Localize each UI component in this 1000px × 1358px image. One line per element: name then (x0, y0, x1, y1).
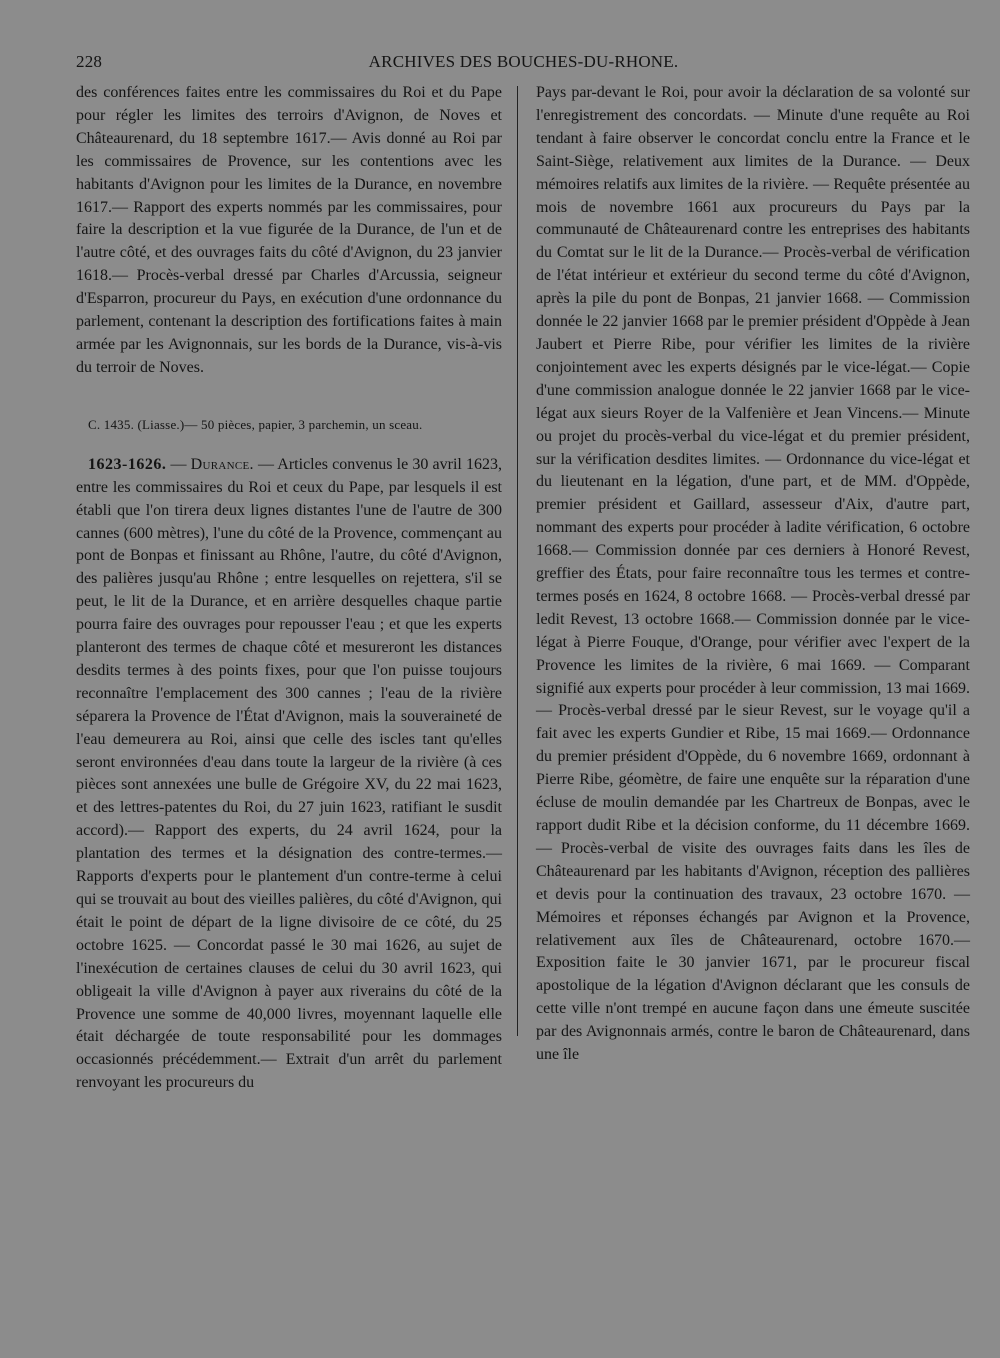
right-column-paragraph: Pays par-devant le Roi, pour avoir la déclaration de sa volonté sur l'enregistrement des concordats. — Minute d'une requête au Roi tendant à faire observer le concordat conclu entre la France et le Saint-Siège, relativement aux limites de la Durance. — Deux mémoires relatifs aux limites de la rivière. — Requête présentée au mois de novembre 1661 aux procureurs du Pays par la communauté de Châteaurenard contre les entreprises des habitants du Comtat sur le lit de la Durance.— Procès-verbal de vérification de l'état intérieur et extérieur du second terme du côté d'Avignon, après la pile du pont de Bonpas, 21 janvier 1668. — Commission donnée le 22 janvier 1668 par le premier président d'Oppède à Jean Jaubert et Pierre Ribe, pour vérifier les limites de la rivière conjointement avec les experts désignés par le vice-légat.— Copie d'une commission analogue donnée le 22 janvier 1668 par le vice-légat aux sieurs Royer de la Valfenière et Jean Vincens.— Minute ou projet du procès-verbal du vice-légat et du premier président, sur la vérification desdites limites. — Ordonnance du vice-légat et du lieutenant en la légation, d'une part, et de MM. d'Oppède, premier président et Gaillard, assesseur d'Aix, d'autre part, nommant des experts pour procéder à ladite vérification, 6 octobre 1668.— Commission donnée par ces derniers à Honoré Revest, greffier des États, pour faire reconnaître tous les termes et contre-termes posés en 1624, 8 octobre 1668. — Procès-verbal dressé par ledit Revest, 13 octobre 1668.— Commission donnée par le vice-légat à Pierre Fouque, d'Orange, pour vérifier avec l'expert de la Provence les limites de la rivière, 6 mai 1669. — Comparant signifié aux experts pour procéder à leur commission, 13 mai 1669. — Procès-verbal dressé par le sieur Revest, sur le voyage qu'il a fait avec les experts Gundier et Ribe, 15 mai 1669.— Ordonnance du premier président d'Oppède, du 6 novembre 1669, ordonnant à Pierre Ribe, géomètre, de faire une enquête sur la réparation d'une écluse de moulin demandée par les Chartreux de Bonpas, avec le rapport dudit Ribe et la décision conforme, du 11 décembre 1669.— Procès-verbal de visite des ouvrages faits dans les îles de Châteaurenard par les habitants d'Avignon, réception des pallières et devis pour la continuation des travaux, 23 octobre 1670. — Mémoires et réponses échangés par Avignon et la Provence, relativement aux îles de Châteaurenard, octobre 1670.— Exposition faite le 30 janvier 1671, par le procureur fiscal apostolique de la légation d'Avignon déclarant que les consuls de cette ville n'ont trempé en aucune façon dans une émeute suscitée par des Avignonnais armés, contre le baron de Châteaurenard, dans une île (536, 84, 970, 1064)
entry-subject: Durance. (190, 455, 254, 473)
column-divider (517, 86, 518, 1036)
entry-dates: 1623-1626. (88, 455, 167, 473)
entry-paragraph: 1623-1626. — Durance. — Articles convenus le 30 avril 1623, entre les commissaires du Roi et ceux du Pape, par lesquels il est établi que l'on tirera deux lignes distantes l'une de l'autre de 300 cannes (600 mètres), l'une du côté de la Provence, commençant au pont de Bonpas et finissant au Rhône, l'autre, du côté d'Avignon, des palières jusqu'au Rhône ; entre lesquelles on rejettera, s'il se peut, le lit de la Durance, et en arrière desquelles chaque partie pourra faire des ouvrages pour repousser l'eau ; et que les experts planteront des termes de chaque côté et mesureront les distances desdits termes à des points fixes, pour que l'on puisse toujours reconnaître l'emplacement des 300 cannes ; l'eau de la rivière séparera la Provence de l'État d'Avignon, mais la souveraineté de l'eau demeurera au Roi, ainsi que celle des iscles tant qu'elles seront environnées d'eau dans toute la largeur de la rivière (à ces pièces sont annexées une bulle de Grégoire XV, du 22 mai 1623, et des lettres-patentes du Roi, du 27 juin 1623, ratifiant le susdit accord).— Rapport des experts, du 24 avril 1624, pour la plantation des termes et la désignation des contre-termes.— Rapports d'experts pour le plantement d'un contre-terme à celui qui se trouvait au bout des vieilles palières, du côté d'Avignon, qui était le point de départ de la ligne divisoire de ce côté, du 25 octobre 1625. — Concordat passé le 30 mai 1626, au sujet de l'inexécution de certaines clauses de celui du 30 avril 1623, qui obligeait la ville d'Avignon à payer aux riverains du côté de la Provence une somme de 40,000 livres, moyennant laquelle elle était déchargée de toute responsabilité pour les dommages occasionnés précédemment.— Extrait d'un arrêt du parlement renvoyant les procureurs du (76, 455, 503, 1092)
left-column (76, 82, 502, 1095)
page-header (76, 52, 971, 78)
right-column (536, 82, 970, 1067)
archive-cote: C. 1435. (Liasse.)— 50 pièces, papier, 3 parchemin, un sceau. (88, 416, 423, 432)
page-number: 228 (76, 52, 103, 71)
entry-text: — Articles convenus le 30 avril 1623, entre les commissaires du Roi et ceux du Pape, par lesquels il est établi que l'on tirera deux lignes distantes l'une de l'autre de 300 cannes (600 mètres), l'une du côté de la Provence, commençant au pont de Bonpas et finissant au Rhône, l'autre, du côté d'Avignon, des palières jusqu'au Rhône ; entre lesquelles on rejettera, s'il se peut, le lit de la Durance, et en arrière desquelles chaque partie pourra faire des ouvrages pour repousser l'eau ; et que les experts planteront des termes de chaque côté et mesureront les distances desdits termes à des points fixes, pour que l'on puisse toujours reconnaître l'emplacement des 300 cannes ; l'eau de la rivière séparera la Provence de l'État d'Avignon, mais la souveraineté de l'eau demeurera au Roi, ainsi que celle des iscles tant qu'elles seront environnées d'eau dans toute la largeur de la rivière (à ces pièces sont annexées une bulle de Grégoire XV, du 22 mai 1623, et des lettres-patentes du Roi, du 27 juin 1623, ratifiant le susdit accord).— Rapport des experts, du 24 avril 1624, pour la plantation des termes et la désignation des contre-termes.— Rapports d'experts pour le plantement d'un contre-terme à celui qui se trouvait au bout des vieilles palières, du côté d'Avignon, qui était le point de départ de la ligne divisoire de ce côté, du 25 octobre 1625. — Concordat passé le 30 mai 1626, au sujet de l'inexécution de certaines clauses de celui du 30 avril 1623, qui obligeait la ville d'Avignon à payer aux riverains du côté de la Provence une somme de 40,000 livres, moyennant laquelle elle était déchargée de toute responsabilité pour les dommages occasionnés précédemment.— Extrait d'un arrêt du parlement renvoyant les procureurs du (76, 455, 503, 1092)
continuation-paragraph: des conférences faites entre les commissaires du Roi et du Pape pour régler les limites des terroirs d'Avignon, de Noves et Châteaurenard, du 18 septembre 1617.— Avis donné au Roi par les commissaires de Provence, sur les contentions avec les habitants d'Avignon pour les limites de la Durance, en novembre 1617.— Rapport des experts nommés par les commissaires, pour faire la description et la vue figurée de la Durance, de l'un et de l'autre côté, et des ouvrages faits du côté d'Avignon, du 23 janvier 1618.— Procès-verbal dressé par Charles d'Arcussia, seigneur d'Esparron, procureur du Pays, en exécution d'une ordonnance du parlement, contenant la description des fortifications faites à main armée par les Avignonnais, sur les bords de la Durance, vis-à-vis du terroir de Noves. (76, 84, 502, 376)
running-title: ARCHIVES DES BOUCHES-DU-RHONE. (368, 52, 679, 71)
